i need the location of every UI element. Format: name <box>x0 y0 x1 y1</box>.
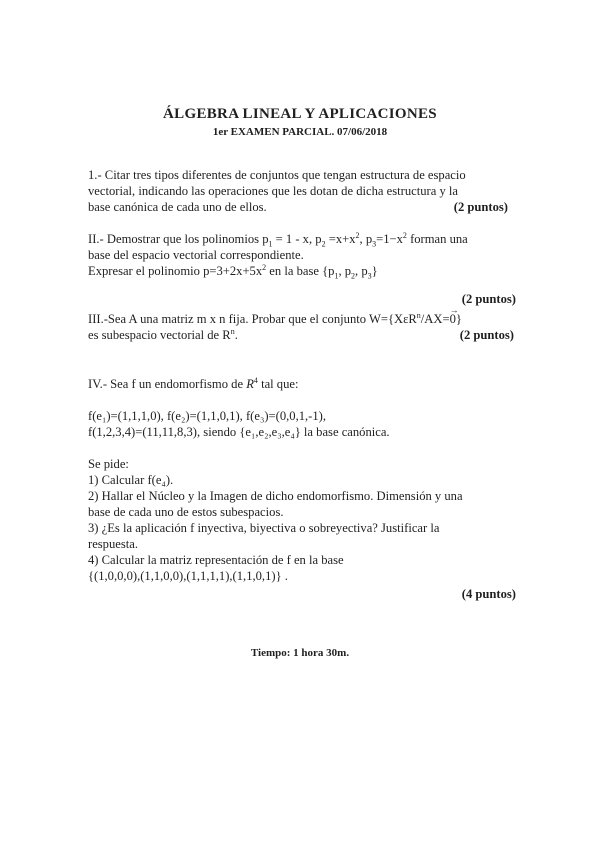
q3-line-1-a: III.-Sea A una matriz m x n fija. Probar que el conjunto W={XεR <box>88 312 417 326</box>
q2-line-3-b: en la base {p <box>266 264 335 278</box>
q2-p2-label: p <box>315 232 322 246</box>
zero-vector: → 0 <box>450 311 456 327</box>
q2-points: (2 puntos) <box>461 292 516 306</box>
q2-line-3-s2: 2 <box>351 271 356 281</box>
q2-p1-expr: = 1 - x, <box>272 232 316 246</box>
q4-se-pide: Se pide: <box>88 457 129 471</box>
q1-line-2: vectorial, indicando las operaciones que les dotan de dicha estructura y la <box>88 184 458 198</box>
q3-line-2-b: . <box>234 328 238 342</box>
q2-line-3-e: } <box>371 264 378 278</box>
q2-line-1 <box>88 231 516 247</box>
q2-line-3-sup: 2 <box>262 262 267 272</box>
q1-line-1: 1.- Citar tres tipos diferentes de conjuntos que tengan estructura de espacio <box>88 168 466 182</box>
q4-item-2b: base de cada uno de estos subespacios. <box>88 505 284 519</box>
q4-intro-sup: 4 <box>253 375 258 385</box>
q2-p2-sub: 2 <box>321 239 326 249</box>
q2-p1-sub: 1 <box>268 239 273 249</box>
q3-line-2-sup: n <box>230 326 235 336</box>
q2-p3-expr: =1−x <box>376 232 403 246</box>
q3-points: (2 puntos) <box>459 328 514 342</box>
q2-p1-label: p <box>262 232 269 246</box>
q2-p3-sub: 3 <box>372 239 377 249</box>
q4-item-3b: respuesta. <box>88 537 139 551</box>
q4-map-2: f(1,2,3,4)=(11,11,8,3), siendo {e₁,e₂,e₃,e₄} la base canónica. <box>88 425 390 439</box>
q1-line-3 <box>88 199 516 215</box>
q2-p2-sup: 2 <box>355 230 360 240</box>
q4-map-1: f(e₁)=(1,1,1,0), f(e₂)=(1,1,0,1), f(e₃)=(0,0,1,-1), <box>88 409 326 423</box>
q3-line-2-a: es subespacio vectorial de R <box>88 328 231 342</box>
q4-intro <box>88 376 516 392</box>
question-1 <box>88 167 516 215</box>
q2-line-1-end: forman una <box>406 232 468 246</box>
q2-line-3-s1: 1 <box>334 271 339 281</box>
q4-item-4a: 4) Calcular la matriz representación de f en la base <box>88 553 344 567</box>
q4-points: (4 puntos) <box>461 587 516 601</box>
q2-line-1-start: II.- Demostrar que los polinomios <box>88 232 263 246</box>
q4-item-3a: 3) ¿Es la aplicación f inyectiva, biyectiva o sobreyectiva? Justificar la <box>88 521 440 535</box>
q3-line-1-c: } <box>455 312 462 326</box>
q4-item-4b: {(1,0,0,0),(1,1,0,0),(1,1,1,1),(1,1,0,1)} . <box>88 569 288 583</box>
q2-line-3-d: , p <box>355 264 368 278</box>
q3-line-1-b: /AX= <box>420 312 450 326</box>
question-4 <box>88 376 516 602</box>
q2-line-2: base del espacio vectorial correspondiente. <box>88 248 304 262</box>
q3-line-1-sup: n <box>416 310 421 320</box>
exam-subtitle: 1er EXAMEN PARCIAL. 07/06/2018 <box>212 126 388 138</box>
question-2 <box>88 231 516 307</box>
q2-line-3 <box>88 263 516 279</box>
q3-line-2 <box>88 327 516 343</box>
q4-item-1: 1) Calcular f(e₄). <box>88 473 174 487</box>
q2-line-3-s3: 3 <box>367 271 372 281</box>
q2-p3-sup: 2 <box>402 230 407 240</box>
q1-line-3-text: base canónica de cada uno de ellos. <box>88 200 267 214</box>
q4-intro-b: tal que: <box>257 377 299 391</box>
q4-intro-a: IV.- Sea f un endomorfismo de <box>88 377 247 391</box>
q2-p3-label: , p <box>359 232 373 246</box>
q2-line-3-a: Expresar el polinomio p=3+2x+5x <box>88 264 263 278</box>
q4-intro-r: R <box>246 377 254 391</box>
q4-item-2a: 2) Hallar el Núcleo y la Imagen de dicho endomorfismo. Dimensión y una <box>88 489 463 503</box>
q3-line-1 <box>88 311 516 327</box>
exam-time: Tiempo: 1 hora 30m. <box>250 647 350 659</box>
q2-line-3-c: , p <box>338 264 352 278</box>
exam-title: ÁLGEBRA LINEAL Y APLICACIONES <box>163 106 437 122</box>
q2-p2-expr: =x+x <box>325 232 356 246</box>
question-3 <box>88 311 516 343</box>
q1-points: (2 puntos) <box>453 200 508 214</box>
